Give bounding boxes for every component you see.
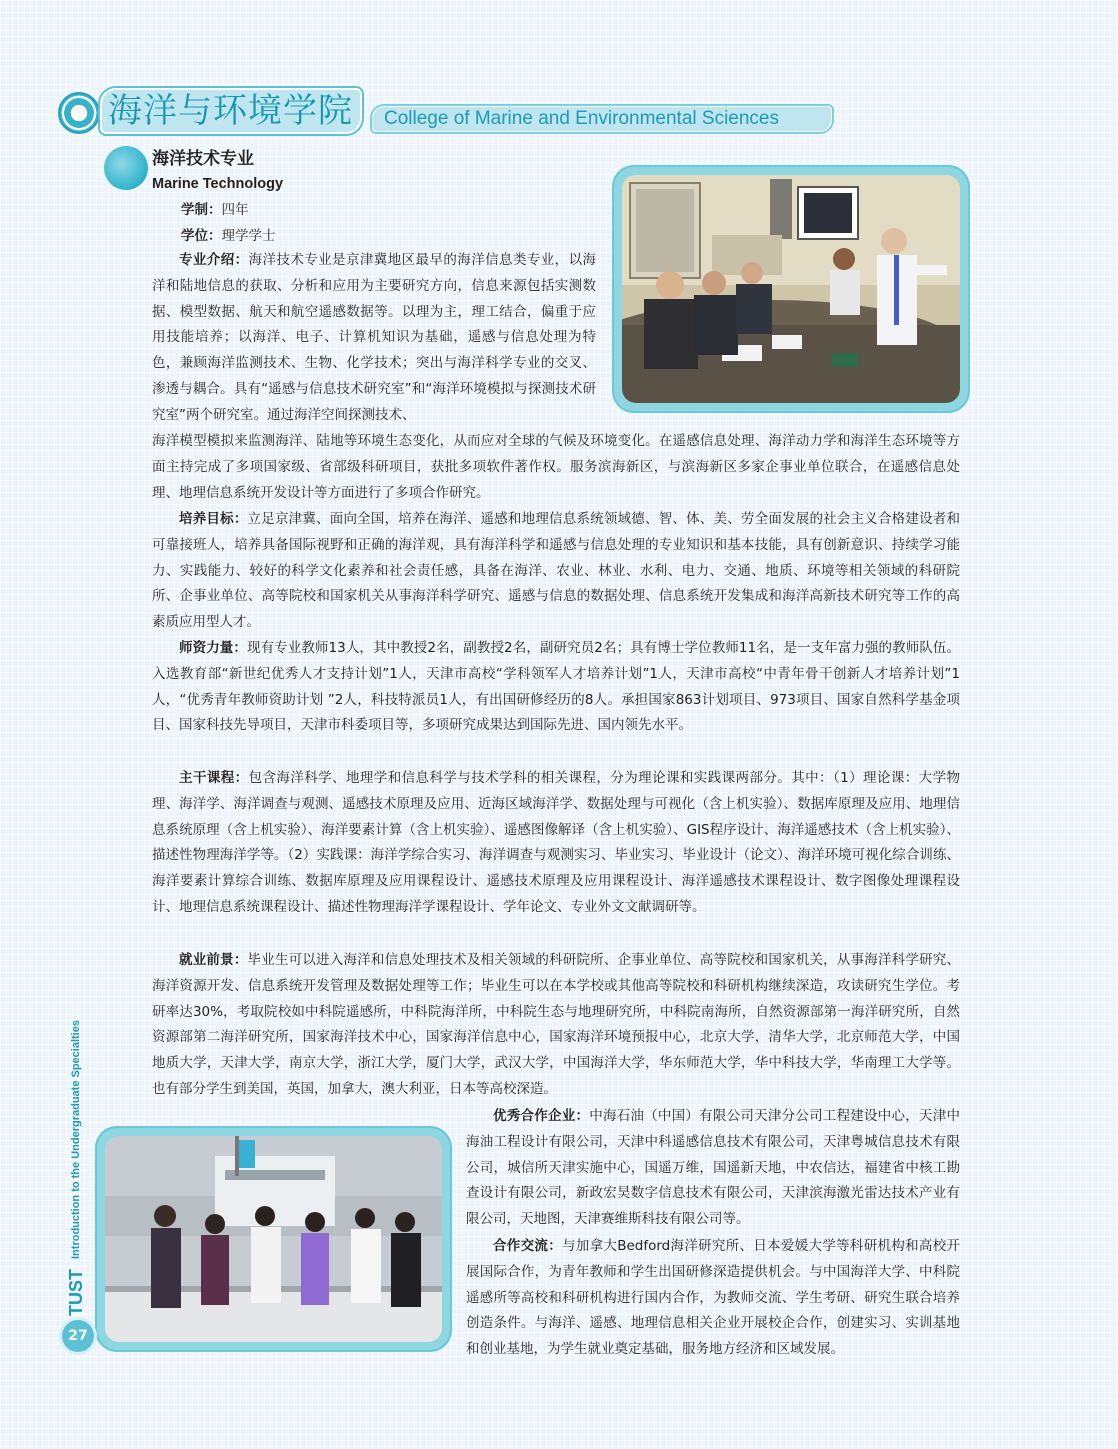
meeting-photo-illustration — [622, 175, 960, 403]
college-title-en: College of Marine and Environmental Sciences — [384, 108, 779, 129]
career-label: 就业前景： — [179, 952, 248, 968]
major-name-en: Marine Technology — [152, 176, 284, 192]
ship-photo-illustration — [105, 1136, 442, 1342]
goal-label: 培养目标： — [179, 511, 248, 527]
degree-label: 学位： — [181, 228, 222, 244]
duration-label: 学制： — [181, 202, 222, 218]
career-paragraph — [152, 948, 960, 1103]
duration-row — [181, 199, 249, 221]
partner-paragraph — [466, 1104, 960, 1233]
meeting-photo-frame — [612, 165, 970, 413]
ship-photo — [105, 1136, 442, 1342]
side-brand: TUST — [65, 1269, 86, 1316]
course-paragraph — [152, 766, 960, 921]
exchange-text: 与加拿大Bedford海洋研究所、日本爱媛大学等科研机构和高校开展国际合作，为青年教师和学生出国研修深造提供机会。与中国海洋大学、中科院遥感所等高校和科研机构进行国内合作，为教师交流、学生考研、研究生联合培养创造条件。与海洋、遥感、地理信息相关企业开展校企合作，创建实习、实训基地和创业基地，为学生就业奠定基础，服务地方经济和区域发展。 — [466, 1238, 961, 1358]
intro-text-cont: 海洋模型模拟来监测海洋、陆地等环境生态变化，从而应对全球的气候及环境变化。在遥感信息处理、海洋动力学和海洋生态环境等方面主持完成了多项国家级、省部级科研项目，获批多项软件著作权。服务滨海新区，与滨海新区多家企事业单位联合，在遥感信息处理、地理信息系统开发设计等方面进行了多项合作研究。 — [152, 433, 960, 501]
faculty-label: 师资力量： — [179, 640, 247, 656]
course-label: 主干课程： — [179, 770, 249, 786]
partner-label: 优秀合作企业： — [493, 1108, 590, 1124]
intro-label: 专业介绍： — [179, 252, 249, 268]
college-title-zh: 海洋与环境学院 — [108, 91, 353, 131]
degree-value: 理学学士 — [221, 228, 276, 244]
career-text: 毕业生可以进入海洋和信息处理技术及相关领域的科研院所、企事业单位、高等院校和国家机关，从事海洋科学研究、海洋资源开发、信息系统开发管理及数据处理等工作；毕业生可以在本学校或其他高等院校和科研机构继续深造，攻读研究生学位。考研率达30%，考取院校如中科院遥感所，中科院海洋所，中科院生态与地理研究所，中科院南海所，自然资源部第一海洋研究所，自然资源部第二海洋研究所，国家海洋技术中心，国家海洋信息中心，国家海洋环境预报中心，北京大学，清华大学，北京师范大学，中国地质大学，天津大学，南京大学，浙江大学，厦门大学，武汉大学，中国海洋大学，华东师范大学，华中科技大学，华南理工大学等。也有部分学生到美国，英国，加拿大，澳大利亚，日本等高校深造。 — [152, 952, 961, 1097]
intro-paragraph-cont — [152, 429, 960, 506]
college-logo-icon — [58, 92, 100, 134]
course-text: 包含海洋科学、地理学和信息科学与技术学科的相关课程，分为理论课和实践课两部分。其中：（1）理论课：大学物理、海洋学、海洋调查与观测、遥感技术原理及应用、近海区域海洋学、数据处理与可视化（含上机实验）、数据库原理及应用、地理信息系统原理（含上机实验）、海洋要素计算（含上机实验）、遥感图像解译（含上机实验）、GIS程序设计、海洋遥感技术（含上机实验）、描述性物理海洋学等。（2）实践课：海洋学综合实习、海洋调查与观测实习、毕业实习、毕业设计（论文）、海洋环境可视化综合训练、海洋要素计算综合训练、数据库原理及应用课程设计、遥感技术原理及应用课程设计、海洋遥感技术课程设计、数字图像处理课程设计、地理信息系统课程设计、描述性物理海洋学课程设计、学年论文、专业外文文献调研等。 — [152, 770, 961, 915]
degree-row — [181, 225, 276, 247]
exchange-paragraph — [466, 1234, 960, 1363]
ship-photo-frame — [95, 1126, 452, 1352]
duration-value: 四年 — [221, 202, 249, 218]
faculty-paragraph — [152, 636, 960, 739]
exchange-label: 合作交流： — [493, 1238, 562, 1254]
faculty-text: 现有专业教师13人，其中教授2名，副教授2名，副研究员2名；具有博士学位教师11名，是一支年富力强的教师队伍。入选教育部“新世纪优秀人才支持计划”1人，天津市高校“学科领军人才培养计划”1人，天津市高校“中青年骨干创新人才培养计划”1人，“优秀青年教师资助计划 ”2人，科技特派员1人，有出国研修经历的8人。承担国家863计划项目、973项目、国家自然科学基金项目、国家科技先导项目，天津市科委项目等，多项研究成果达到国际先进、国内领先水平。 — [152, 640, 961, 734]
goal-paragraph — [152, 507, 960, 636]
meeting-photo — [622, 175, 960, 403]
page-number: 27 — [62, 1320, 94, 1352]
partner-text: 中海石油（中国）有限公司天津分公司工程建设中心，天津中海油工程设计有限公司，天津中科遥感信息技术有限公司，天津粤城信息技术有限公司，城信所天津实施中心，国遥万维，国遥新天地，中农信达，福建省中核工勘查设计有限公司，新政宏昊数字信息技术有限公司，天津滨海激光雷达技术产业有限公司，天地图，天津赛维斯科技有限公司等。 — [466, 1108, 961, 1228]
side-subtitle: Introduction to the Undergraduate Specialties — [70, 1020, 82, 1259]
goal-text: 立足京津冀、面向全国，培养在海洋、遥感和地理信息系统领域德、智、体、美、劳全面发展的社会主义合格建设者和可靠接班人，培养具备国际视野和正确的海洋观，具有海洋科学和遥感与信息处理的专业知识和基本技能，具有创新意识、持续学习能力、实践能力、较好的科学文化素养和社会责任感，具备在海洋、农业、林业、水利、电力、交通、地质、环境等相关领域的科研院所、企事业单位、高等院校和国家机关从事海洋科学研究、遥感与信息的数据处理、信息系统开发集成和海洋高新技术研究等工作的高素质应用型人才。 — [152, 511, 961, 631]
section-bubble-icon — [104, 146, 148, 190]
intro-paragraph — [152, 248, 596, 429]
side-banner — [56, 1020, 96, 1316]
major-name-zh: 海洋技术专业 — [152, 149, 254, 169]
intro-text: 海洋技术专业是京津冀地区最早的海洋信息类专业，以海洋和陆地信息的获取、分析和应用为主要研究方向，信息来源包括实测数据、模型数据、航天和航空遥感数据等。以理为主，理工结合，偏重于应用技能培养；以海洋、电子、计算机知识为基础，遥感与信息处理为特色，兼顾海洋监测技术、生物、化学技术；突出与海洋科学专业的交叉、渗透与耦合。具有“遥感与信息技术研究室”和“海洋环境模拟与探测技术研究室”两个研究室。通过海洋空间探测技术、 — [152, 252, 597, 423]
